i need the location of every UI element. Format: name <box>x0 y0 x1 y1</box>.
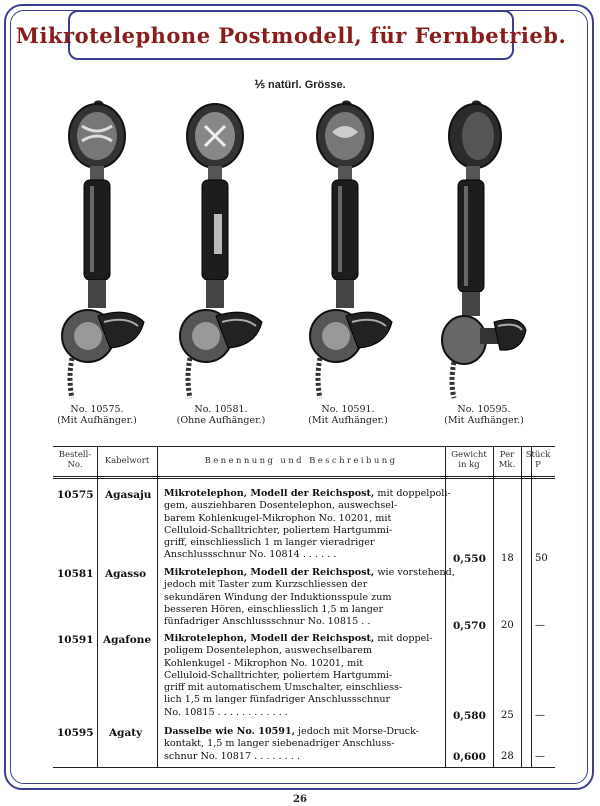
header-nr-text: No. <box>67 460 83 470</box>
row-description <box>164 488 451 562</box>
table-rule <box>531 446 532 768</box>
caption-number: No. 10595. <box>457 404 511 415</box>
caption-number: No. 10575. <box>70 404 124 415</box>
row-price-p: — <box>535 710 545 721</box>
table-rule <box>53 446 555 447</box>
table-rule <box>53 476 555 477</box>
row-weight: 0,600 <box>453 751 486 763</box>
telephone-illustration-10581 <box>160 96 270 400</box>
row-line: jedoch mit Taster zum Kurzschliessen der <box>164 579 368 591</box>
row-line: lich 1,5 m langer fünfadriger Anschlussschnur <box>164 694 391 706</box>
price-table <box>53 446 555 768</box>
telephone-handset-icon <box>290 96 400 400</box>
row-number: 10575 <box>57 489 94 501</box>
row-line: barem Kohlenkugel-Mikrophon No. 10201, mit <box>164 512 392 524</box>
row-line: mit doppel- <box>377 633 433 644</box>
row-lead: Mikrotelephon, Modell der Reichspost, <box>164 567 375 578</box>
header-gewicht-text: Gewicht <box>451 450 487 460</box>
caption-10581 <box>161 404 281 426</box>
row-line: Celluloid-Schalltrichter, poliertem Hartgummi- <box>164 524 393 536</box>
header-bestell <box>53 450 97 470</box>
table-rule <box>521 446 522 768</box>
row-weight: 0,580 <box>453 710 486 722</box>
row-line: kontakt, 1,5 m langer siebenadriger Anschluss- <box>164 738 395 750</box>
row-number: 10581 <box>57 568 94 580</box>
caption-number: No. 10581. <box>194 404 248 415</box>
telephone-illustration-10575 <box>42 96 152 400</box>
row-code: Agasso <box>105 568 147 580</box>
row-lead: Dasselbe wie No. 10591, <box>164 726 295 737</box>
caption-note: (Ohne Aufhänger.) <box>176 415 266 426</box>
header-bestell-text: Bestell- <box>58 450 92 460</box>
row-line: griff, einschliesslich 1 m langer vieradriger <box>164 537 375 549</box>
page-title: Mikrotelephone Postmodell, für Fernbetrieb. <box>15 22 567 48</box>
row-description <box>164 567 455 628</box>
header-stueck-text: Stück <box>525 450 551 460</box>
row-line: schnur No. 10817 . . . . . . . . <box>164 750 300 762</box>
header-per <box>493 450 521 470</box>
caption-note: (Mit Aufhänger.) <box>444 415 524 426</box>
scale-note: ⅕ natürl. Grösse. <box>254 79 346 91</box>
page-number: 26 <box>293 794 307 805</box>
row-line: wie vorstehend, <box>377 567 455 578</box>
telephone-handset-icon <box>420 96 530 400</box>
row-price-p: — <box>535 620 545 631</box>
row-line: gem, ausziehbaren Dosentelephon, auswechsel- <box>164 500 398 512</box>
row-price-p: 50 <box>535 553 548 564</box>
row-number: 10591 <box>57 634 94 646</box>
row-line: No. 10815 . . . . . . . . . . . . <box>164 706 288 718</box>
header-stueck <box>521 450 555 470</box>
row-line: Anschlussschnur No. 10814 . . . . . . <box>164 549 337 561</box>
caption-number: No. 10591. <box>321 404 375 415</box>
header-gewicht <box>445 450 493 470</box>
row-price-mk: 25 <box>501 710 514 721</box>
row-line: griff mit automatischem Umschalter, einschliess- <box>164 682 403 694</box>
row-number: 10595 <box>57 727 94 739</box>
header-p-text: P <box>535 460 541 470</box>
row-line: fünfadriger Anschlussschnur No. 10815 . . <box>164 616 371 628</box>
row-line: jedoch mit Morse-Druck- <box>298 726 420 737</box>
header-gewicht-unit: in kg <box>458 460 480 470</box>
telephone-handset-icon <box>160 96 270 400</box>
row-description <box>164 726 438 763</box>
row-line: besseren Hören, einschliesslich 1,5 m langer <box>164 603 384 615</box>
row-line: Kohlenkugel - Mikrophon No. 10201, mit <box>164 657 364 669</box>
caption-10575 <box>37 404 157 426</box>
table-rule <box>53 767 555 768</box>
telephone-illustration-10595 <box>420 96 530 400</box>
row-lead: Mikrotelephon, Modell der Reichspost, <box>164 488 375 499</box>
caption-note: (Mit Aufhänger.) <box>308 415 388 426</box>
row-line: sekundären Windung der Induktionsspule zum <box>164 591 392 603</box>
row-weight: 0,550 <box>453 553 486 565</box>
caption-note: (Mit Aufhänger.) <box>57 415 137 426</box>
caption-10591 <box>288 404 408 426</box>
row-price-mk: 20 <box>501 620 514 631</box>
telephone-illustration-10591 <box>290 96 400 400</box>
row-code: Agafone <box>103 634 152 646</box>
row-description <box>164 633 438 719</box>
header-per-text: Per <box>499 450 515 460</box>
row-line: mit doppelpoli- <box>377 488 451 499</box>
header-benennung: Benennung und Beschreibung <box>204 456 398 466</box>
table-rule <box>53 478 555 479</box>
row-code: Agasaju <box>105 489 152 501</box>
row-price-mk: 18 <box>501 553 514 564</box>
header-mk-text: Mk. <box>498 460 516 470</box>
header-kabelwort: Kabelwort <box>104 456 150 466</box>
table-rule <box>157 446 158 768</box>
row-code: Agaty <box>109 727 143 739</box>
row-line: poligem Dosentelephon, auswechselbarem <box>164 645 373 657</box>
row-line: Celluloid-Schalltrichter, poliertem Hartgummi- <box>164 669 393 681</box>
row-lead: Mikrotelephon, Modell der Reichspost, <box>164 633 375 644</box>
caption-10595 <box>424 404 544 426</box>
title-banner <box>15 10 567 60</box>
row-weight: 0,570 <box>453 620 486 632</box>
telephone-handset-icon <box>42 96 152 400</box>
row-price-mk: 28 <box>501 751 514 762</box>
table-rule <box>493 446 494 768</box>
table-rule <box>97 446 98 768</box>
row-price-p: — <box>535 751 545 762</box>
